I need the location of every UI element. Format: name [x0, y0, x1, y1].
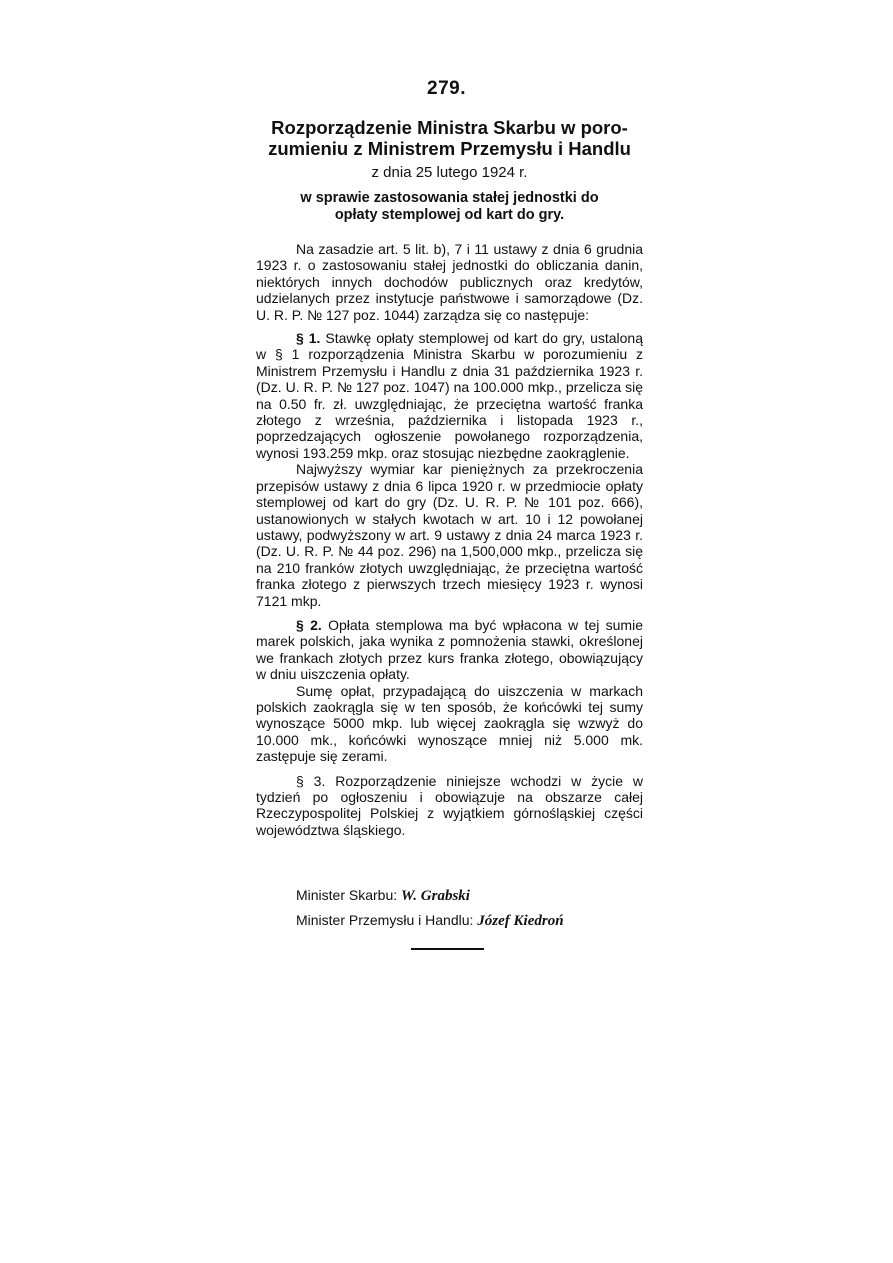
signatures-block [256, 883, 643, 933]
section-1-paragraph [256, 330, 643, 461]
signature-name: W. Grabski [401, 888, 470, 904]
page-number: 279. [427, 78, 466, 99]
signature-role: Minister Przemysłu i Handlu: [296, 912, 474, 928]
section-2-label: § 2. [296, 616, 322, 633]
section-2-paragraph-2: Sumę opłat, przypadającą do uiszczenia w markach polskich zaokrągla się w ten sposób, że końcówki tej sumy wynoszące 5000 mkp. lub więcej zaokrągla się wzwyż do 10.000 mk., końcówki wynoszące mniej niż 5.000 mk. zastępuje się zerami. [256, 682, 643, 765]
section-2-paragraph [256, 617, 643, 683]
signature-role: Minister Skarbu: [296, 887, 398, 903]
section-3-text: Rozporządzenie niniejsze wchodzi w życie w tydzień po ogłoszeniu i obowiązuje na obszarze całej Rzeczypospolitej Polskiej z wyjątkiem górnośląskiej części województwa śląskiego. [256, 772, 644, 838]
section-1-label: § 1. [296, 330, 321, 347]
signature-minister-skarbu [256, 883, 643, 908]
regulation-subject [256, 190, 643, 224]
title-line-1: Rozporządzenie Ministra Skarbu w poro- [271, 117, 628, 138]
subject-line-2: opłaty stemplowej od kart do gry. [334, 207, 565, 223]
preamble-paragraph: Na zasadzie art. 5 lit. b), 7 i 11 ustawy z dnia 6 grudnia 1923 r. o zastosowaniu stałej jednostki do obliczania danin, niektórych innych dochodów publicznych oraz kredytów, udzielanych przez instytucje państwowe i samorządowe (Dz. U. R. P. № 127 poz. 1044) zarządza się co następuje: [256, 241, 643, 323]
regulation-title [256, 117, 643, 159]
title-line-2: zumieniu z Ministrem Przemysłu i Handlu [268, 138, 631, 159]
section-3-paragraph [256, 773, 643, 839]
regulation-date: z dnia 25 lutego 1924 r. [371, 164, 528, 181]
signature-name: Józef Kiedroń [477, 913, 564, 929]
closing-rule [411, 948, 484, 950]
section-1-text: Stawkę opłaty stemplowej od kart do gry, ustaloną w § 1 rozporządzenia Ministra Skarbu w porozumieniu z Ministrem Przemysłu i Handlu z dnia 31 października 1923 r. (Dz. U. R. P. № 127 poz. 1047) na 100.000 mkp., przelicza się na 0.50 fr. zł. uwzględniając, że przeciętna wartość franka złotego z września, października i listopada 1923 r., poprzedzających ogłoszenie powołanego rozporządzenia, wynosi 193.259 mkp. oraz stosując niezbędne zaokrąglenie. [256, 330, 643, 461]
regulation-body [256, 241, 643, 838]
section-1-paragraph-2: Najwyższy wymiar kar pieniężnych za przekroczenia przepisów ustawy z dnia 6 lipca 1920 r. w przedmiocie opłaty stemplowej od kart do gry (Dz. U. R. P. № 101 poz. 666), ustanowionych w stałych kwotach w art. 10 i 12 powołanej ustawy, podwyższony w art. 9 ustawy z dnia 24 marca 1923 r. (Dz. U. R. P. № 44 poz. 296) na 1,500,000 mkp., przelicza się na 210 franków złotych uwzględniając, że przeciętna wartość franka złotego z pierwszych trzech miesięcy 1923 r. wynosi 7121 mkp. [256, 461, 643, 609]
section-3-label: § 3. [296, 772, 326, 789]
signature-minister-przemyslu [256, 908, 643, 933]
section-2-text: Opłata stemplowa ma być wpłacona w tej sumie marek polskich, jaka wynika z pomnożenia stawki, określonej we frankach złotych przez kurs franka złotego, obowiązujący w dniu uiszczenia opłaty. [256, 616, 643, 683]
subject-line-1: w sprawie zastosowania stałej jednostki do [300, 190, 599, 206]
